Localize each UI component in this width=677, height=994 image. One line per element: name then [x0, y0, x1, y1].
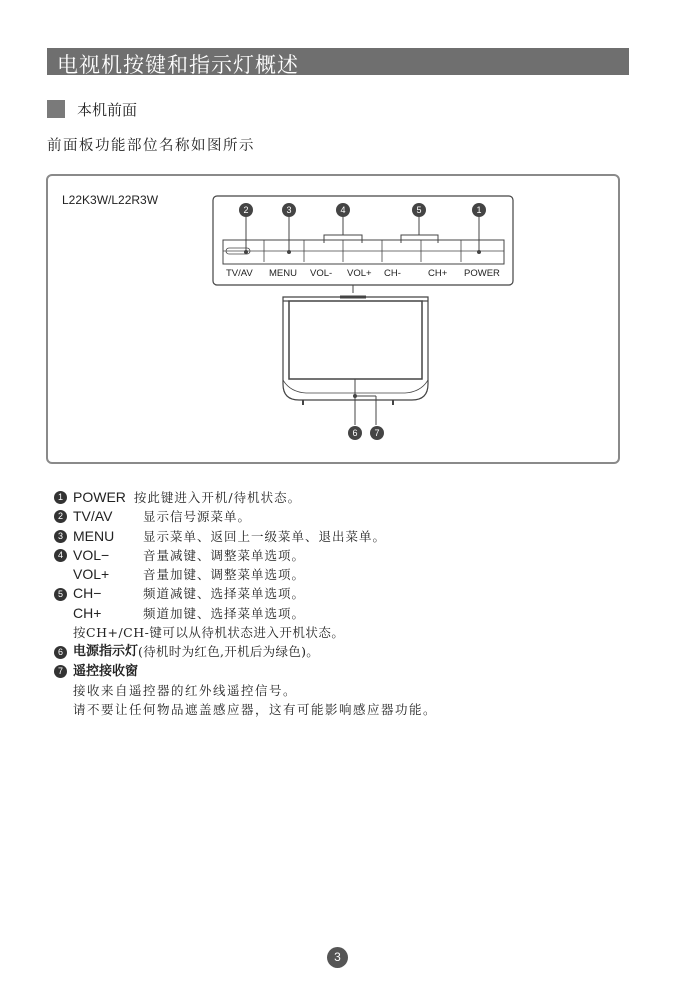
number-badge-1: 1: [54, 491, 67, 504]
item-desc: 频道加键、选择菜单选项。: [143, 605, 306, 621]
label-power: POWER: [464, 268, 500, 279]
label-ch-plus: CH+: [428, 268, 448, 279]
item-desc: 显示菜单、返回上一级菜单、退出菜单。: [143, 528, 387, 544]
label-tvav: TV/AV: [226, 268, 253, 279]
number-badge-6: 6: [54, 646, 67, 659]
label-ch-minus: CH-: [384, 268, 401, 279]
item-desc: 音量加键、调整菜单选项。: [143, 567, 306, 583]
callout-2-text: 2: [243, 205, 249, 215]
list-note: [54, 681, 437, 700]
label-menu: MENU: [269, 268, 297, 279]
callout-1-text: 1: [476, 205, 482, 215]
page-number: 3: [327, 947, 348, 968]
intro-text: 前面板功能部位名称如图所示: [47, 138, 255, 154]
item-key: CH−: [73, 585, 102, 602]
function-list: [54, 488, 437, 720]
page-title: 电视机按键和指示灯概述: [57, 53, 299, 77]
item-desc: 显示信号源菜单。: [143, 509, 252, 525]
number-badge-5: 5: [54, 588, 67, 601]
label-vol-plus: VOL+: [347, 268, 372, 279]
list-note: [54, 700, 437, 719]
item-key: POWER: [73, 489, 126, 505]
callout-4-text: 4: [340, 205, 346, 215]
callout-7-text: 7: [374, 428, 380, 438]
callout-3-text: 3: [286, 205, 292, 215]
list-item: [54, 546, 437, 565]
item-key: MENU: [73, 527, 115, 544]
number-badge-2: 2: [54, 510, 67, 523]
label-vol-minus: VOL-: [310, 268, 333, 279]
section-title: 本机前面: [77, 100, 138, 119]
item-key: 电源指示灯: [73, 644, 139, 660]
item-key: VOL−: [73, 546, 110, 563]
item-key: CH+: [73, 604, 102, 621]
item-desc: 按此键进入开机/待机状态。: [133, 490, 302, 505]
item-key: TV/AV: [73, 508, 113, 525]
item-desc: 音量减键、调整菜单选项。: [143, 547, 306, 563]
list-item: [54, 604, 437, 623]
model-label: L22K3W/L22R3W: [62, 193, 159, 207]
number-badge-3: 3: [54, 530, 67, 543]
button-panel: [223, 240, 504, 264]
callouts-top: [239, 203, 486, 217]
list-item: [54, 488, 437, 507]
note-text: 请不要让任何物品遮盖感应器，这有可能影响感应器功能。: [73, 702, 438, 718]
list-item: [54, 507, 437, 526]
number-badge-7: 7: [54, 665, 67, 678]
list-note: [54, 623, 437, 642]
callout-5-text: 5: [416, 205, 422, 215]
note-text: 接收来自遥控器的红外线遥控信号。: [73, 682, 298, 698]
callout-6-text: 6: [352, 428, 358, 438]
item-desc: (待机时为红色,开机后为绿色)。: [138, 644, 320, 660]
list-item: [54, 662, 437, 681]
item-desc: 频道减键、选择菜单选项。: [143, 586, 306, 602]
list-item: [54, 527, 437, 546]
list-item: [54, 642, 437, 661]
note-text: 按CH+/CH-键可以从待机状态进入开机状态。: [73, 625, 345, 641]
item-key: VOL+: [73, 566, 110, 583]
list-item: [54, 584, 437, 603]
item-key: 遥控接收窗: [73, 663, 139, 679]
number-badge-4: 4: [54, 549, 67, 562]
list-item: [54, 565, 437, 584]
